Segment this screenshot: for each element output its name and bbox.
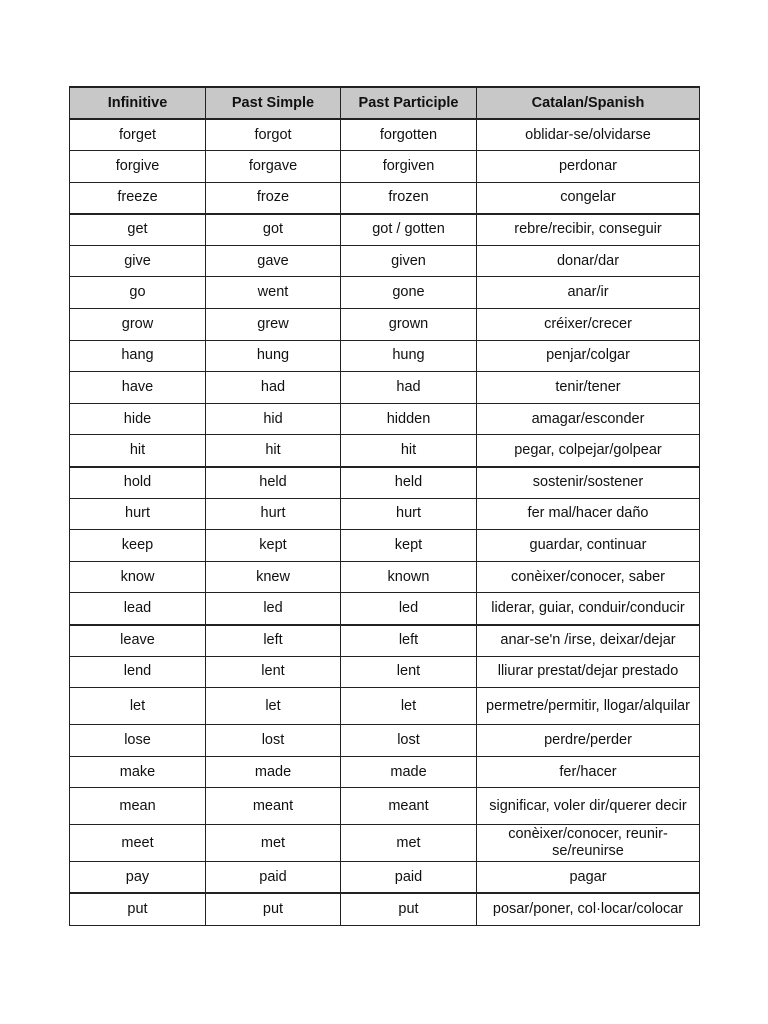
cell-translation: anar-se'n /irse, deixar/dejar bbox=[477, 625, 700, 657]
table-row bbox=[70, 561, 700, 593]
cell-past-participle: put bbox=[341, 893, 477, 925]
cell-infinitive: keep bbox=[70, 530, 206, 562]
cell-translation: significar, voler dir/querer decir bbox=[477, 788, 700, 825]
table-row bbox=[70, 372, 700, 404]
cell-infinitive: lose bbox=[70, 725, 206, 757]
cell-translation: créixer/crecer bbox=[477, 309, 700, 341]
cell-past-participle: hidden bbox=[341, 403, 477, 435]
cell-infinitive: mean bbox=[70, 788, 206, 825]
cell-translation: perdonar bbox=[477, 151, 700, 183]
table-row bbox=[70, 245, 700, 277]
cell-past-simple: made bbox=[206, 756, 341, 788]
cell-translation: lliurar prestat/dejar prestado bbox=[477, 656, 700, 688]
cell-infinitive: hide bbox=[70, 403, 206, 435]
cell-past-simple: held bbox=[206, 467, 341, 499]
table-body bbox=[70, 119, 700, 925]
cell-past-participle: known bbox=[341, 561, 477, 593]
table-row bbox=[70, 656, 700, 688]
cell-past-participle: led bbox=[341, 593, 477, 625]
cell-past-participle: lent bbox=[341, 656, 477, 688]
cell-infinitive: hold bbox=[70, 467, 206, 499]
cell-past-participle: given bbox=[341, 245, 477, 277]
cell-infinitive: know bbox=[70, 561, 206, 593]
table-row bbox=[70, 625, 700, 657]
cell-translation: amagar/esconder bbox=[477, 403, 700, 435]
irregular-verbs-table bbox=[69, 86, 700, 926]
cell-infinitive: get bbox=[70, 214, 206, 246]
cell-translation: pagar bbox=[477, 862, 700, 894]
table-row bbox=[70, 309, 700, 341]
cell-past-participle: met bbox=[341, 825, 477, 862]
cell-past-simple: met bbox=[206, 825, 341, 862]
cell-past-participle: forgiven bbox=[341, 151, 477, 183]
table-row bbox=[70, 530, 700, 562]
cell-infinitive: forget bbox=[70, 119, 206, 151]
cell-past-simple: hid bbox=[206, 403, 341, 435]
cell-translation: fer/hacer bbox=[477, 756, 700, 788]
cell-past-participle: frozen bbox=[341, 182, 477, 214]
cell-infinitive: have bbox=[70, 372, 206, 404]
cell-infinitive: lend bbox=[70, 656, 206, 688]
cell-translation: permetre/permitir, llogar/alquilar bbox=[477, 688, 700, 725]
header-past-participle: Past Participle bbox=[341, 87, 477, 119]
cell-infinitive: meet bbox=[70, 825, 206, 862]
cell-translation: tenir/tener bbox=[477, 372, 700, 404]
cell-past-participle: gone bbox=[341, 277, 477, 309]
table-row bbox=[70, 498, 700, 530]
cell-infinitive: hit bbox=[70, 435, 206, 467]
cell-infinitive: lead bbox=[70, 593, 206, 625]
cell-past-simple: lost bbox=[206, 725, 341, 757]
cell-past-participle: forgotten bbox=[341, 119, 477, 151]
cell-translation: rebre/recibir, conseguir bbox=[477, 214, 700, 246]
cell-past-simple: hit bbox=[206, 435, 341, 467]
table-row bbox=[70, 688, 700, 725]
cell-translation: donar/dar bbox=[477, 245, 700, 277]
cell-past-simple: lent bbox=[206, 656, 341, 688]
cell-translation: pegar, colpejar/golpear bbox=[477, 435, 700, 467]
cell-infinitive: go bbox=[70, 277, 206, 309]
cell-past-simple: hung bbox=[206, 340, 341, 372]
table-row bbox=[70, 182, 700, 214]
cell-translation: anar/ir bbox=[477, 277, 700, 309]
table-row bbox=[70, 756, 700, 788]
table-row bbox=[70, 340, 700, 372]
table-row bbox=[70, 825, 700, 862]
cell-past-participle: made bbox=[341, 756, 477, 788]
cell-infinitive: freeze bbox=[70, 182, 206, 214]
cell-past-participle: grown bbox=[341, 309, 477, 341]
cell-past-simple: froze bbox=[206, 182, 341, 214]
table-row bbox=[70, 893, 700, 925]
table-row bbox=[70, 214, 700, 246]
cell-infinitive: forgive bbox=[70, 151, 206, 183]
cell-translation: posar/poner, col·locar/colocar bbox=[477, 893, 700, 925]
cell-past-participle: paid bbox=[341, 862, 477, 894]
cell-past-participle: kept bbox=[341, 530, 477, 562]
cell-translation: conèixer/conocer, reunir-se/reunirse bbox=[477, 825, 700, 862]
cell-past-participle: left bbox=[341, 625, 477, 657]
cell-translation: oblidar-se/olvidarse bbox=[477, 119, 700, 151]
cell-translation: guardar, continuar bbox=[477, 530, 700, 562]
cell-past-simple: hurt bbox=[206, 498, 341, 530]
cell-past-participle: meant bbox=[341, 788, 477, 825]
cell-past-participle: lost bbox=[341, 725, 477, 757]
cell-infinitive: hang bbox=[70, 340, 206, 372]
cell-past-simple: got bbox=[206, 214, 341, 246]
table-row bbox=[70, 403, 700, 435]
cell-translation: conèixer/conocer, saber bbox=[477, 561, 700, 593]
cell-past-participle: hit bbox=[341, 435, 477, 467]
cell-past-participle: got / gotten bbox=[341, 214, 477, 246]
table-row bbox=[70, 788, 700, 825]
cell-infinitive: grow bbox=[70, 309, 206, 341]
cell-past-simple: went bbox=[206, 277, 341, 309]
cell-past-participle: held bbox=[341, 467, 477, 499]
header-catalan-spanish: Catalan/Spanish bbox=[477, 87, 700, 119]
cell-translation: fer mal/hacer daño bbox=[477, 498, 700, 530]
cell-past-simple: knew bbox=[206, 561, 341, 593]
header-row bbox=[70, 87, 700, 119]
table-row bbox=[70, 862, 700, 894]
table-row bbox=[70, 467, 700, 499]
cell-infinitive: make bbox=[70, 756, 206, 788]
cell-past-simple: gave bbox=[206, 245, 341, 277]
cell-past-simple: forgave bbox=[206, 151, 341, 183]
table-row bbox=[70, 593, 700, 625]
cell-infinitive: let bbox=[70, 688, 206, 725]
table-header bbox=[70, 87, 700, 119]
cell-infinitive: leave bbox=[70, 625, 206, 657]
cell-infinitive: put bbox=[70, 893, 206, 925]
cell-past-participle: hurt bbox=[341, 498, 477, 530]
cell-past-participle: had bbox=[341, 372, 477, 404]
cell-infinitive: give bbox=[70, 245, 206, 277]
cell-translation: sostenir/sostener bbox=[477, 467, 700, 499]
cell-past-simple: put bbox=[206, 893, 341, 925]
table-row bbox=[70, 151, 700, 183]
table-row bbox=[70, 119, 700, 151]
cell-infinitive: hurt bbox=[70, 498, 206, 530]
cell-infinitive: pay bbox=[70, 862, 206, 894]
cell-translation: perdre/perder bbox=[477, 725, 700, 757]
cell-past-simple: had bbox=[206, 372, 341, 404]
cell-past-participle: hung bbox=[341, 340, 477, 372]
cell-past-simple: grew bbox=[206, 309, 341, 341]
cell-past-simple: meant bbox=[206, 788, 341, 825]
cell-translation: liderar, guiar, conduir/conducir bbox=[477, 593, 700, 625]
table-row bbox=[70, 725, 700, 757]
cell-past-simple: forgot bbox=[206, 119, 341, 151]
cell-past-simple: let bbox=[206, 688, 341, 725]
header-infinitive: Infinitive bbox=[70, 87, 206, 119]
cell-past-simple: left bbox=[206, 625, 341, 657]
table-row bbox=[70, 277, 700, 309]
cell-past-simple: kept bbox=[206, 530, 341, 562]
cell-past-simple: paid bbox=[206, 862, 341, 894]
cell-past-participle: let bbox=[341, 688, 477, 725]
cell-translation: congelar bbox=[477, 182, 700, 214]
table-row bbox=[70, 435, 700, 467]
header-past-simple: Past Simple bbox=[206, 87, 341, 119]
cell-past-simple: led bbox=[206, 593, 341, 625]
cell-translation: penjar/colgar bbox=[477, 340, 700, 372]
